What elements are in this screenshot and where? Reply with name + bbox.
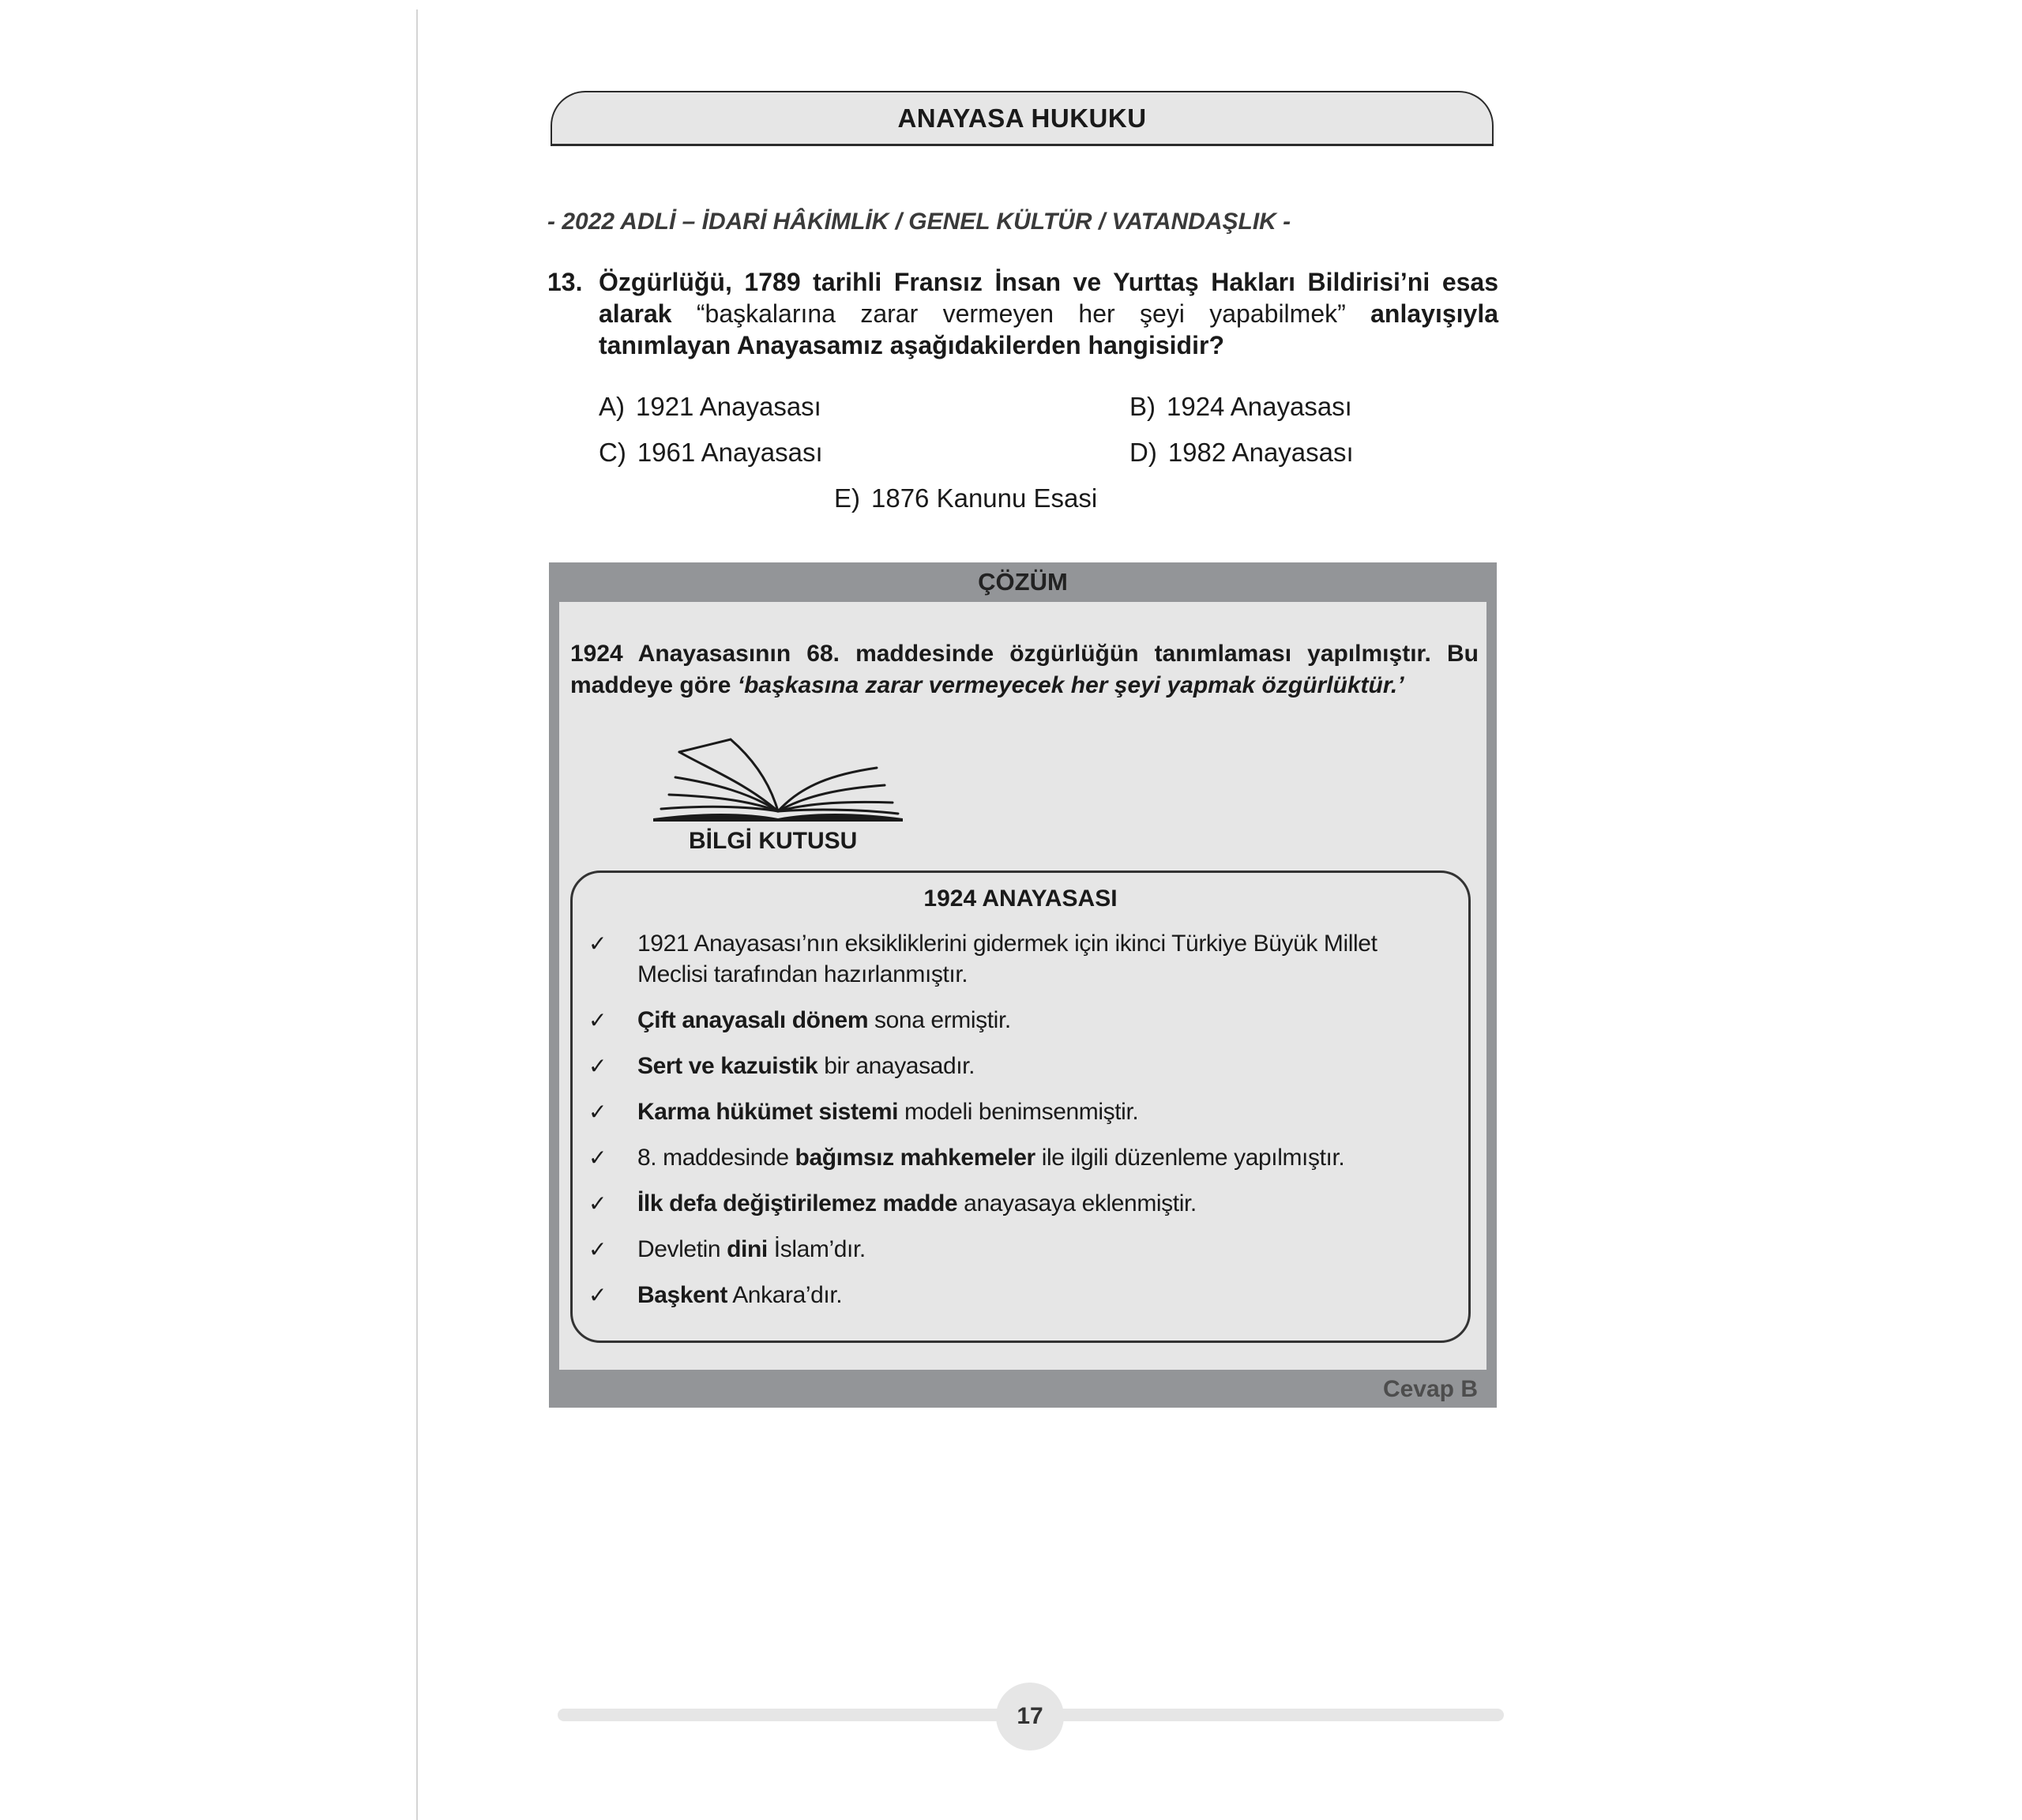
checkmark-icon: ✓: [588, 1191, 607, 1216]
question-text-quote: “başkalarına zarar vermeyen her şeyi yapabilmek”: [696, 299, 1346, 328]
item-text: 1921 Anayasası’nın eksikliklerini gidermek için ikinci Türkiye Büyük Millet Meclisi tarafından hazırlanmıştır.: [637, 931, 1377, 987]
item-bold: Çift anayasalı dönem: [637, 1007, 869, 1033]
list-item: [588, 1188, 1441, 1219]
checkmark-icon: ✓: [588, 1283, 607, 1307]
info-box-label: BİLGİ KUTUSU: [689, 828, 858, 854]
list-item: [588, 928, 1441, 990]
option-a[interactable]: [599, 391, 821, 423]
item-text: modeli benimsenmiştir.: [898, 1099, 1139, 1125]
item-text: ile ilgili düzenleme yapılmıştır.: [1035, 1145, 1345, 1171]
item-text: İslam’dır.: [767, 1236, 866, 1262]
option-b[interactable]: [1129, 391, 1352, 423]
question: [547, 266, 1498, 361]
option-text: 1982 Anayasası: [1167, 438, 1354, 467]
question-text: [599, 266, 1498, 361]
info-box: [570, 871, 1471, 1343]
item-text: Devletin: [637, 1236, 727, 1262]
list-item: [588, 1051, 1441, 1081]
option-text: 1961 Anayasası: [637, 438, 823, 467]
explanation-quote: ‘başkasına zarar vermeyecek her şeyi yapmak özgürlüktür.’: [737, 672, 1404, 698]
section-header: [551, 91, 1494, 146]
item-bold: dini: [727, 1236, 768, 1262]
solution-title: ÇÖZÜM: [978, 568, 1068, 596]
option-letter: D): [1129, 438, 1157, 467]
item-text: anayasaya eklenmiştir.: [957, 1190, 1197, 1216]
question-text-part1: Özgürlüğü, 1789 tarihli Fransız İnsan ve Yurttaş Hakları Bildirisi’ni esas alarak: [599, 268, 1498, 328]
open-book-icon: [652, 736, 904, 823]
info-box-title: 1924 ANAYASASI: [923, 886, 1118, 912]
item-bold: Sert ve kazuistik: [637, 1053, 818, 1079]
option-letter: B): [1129, 392, 1156, 421]
checkmark-icon: ✓: [588, 1008, 607, 1032]
exam-source: - 2022 ADLİ – İDARİ HÂKİMLİK / GENEL KÜLTÜR / VATANDAŞLIK -: [547, 209, 1291, 235]
list-item: [588, 1234, 1441, 1265]
solution-explanation: [570, 638, 1479, 701]
question-number: 13.: [547, 268, 583, 296]
info-list: [588, 928, 1441, 1326]
item-bold: Başkent: [637, 1282, 727, 1308]
solution-panel: [549, 562, 1497, 1408]
answer-label: Cevap B: [1382, 1376, 1478, 1402]
option-d[interactable]: [1129, 437, 1354, 468]
solution-body: [559, 602, 1486, 1370]
option-c[interactable]: [599, 437, 823, 468]
item-bold: Karma hükümet sistemi: [637, 1099, 899, 1125]
item-text: bir anayasadır.: [817, 1053, 975, 1079]
option-text: 1876 Kanunu Esasi: [871, 483, 1098, 513]
explanation-bold: 1924 Anayasasının 68. maddesinde özgürlüğün tanımlaması yapılmıştır. Bu maddeye göre: [570, 641, 1479, 698]
checkmark-icon: ✓: [588, 1054, 607, 1078]
section-title: ANAYASA HUKUKU: [897, 103, 1147, 133]
list-item: [588, 1280, 1441, 1310]
option-text: 1921 Anayasası: [636, 392, 821, 421]
page-number: 17: [996, 1683, 1064, 1750]
list-item: [588, 1005, 1441, 1036]
checkmark-icon: ✓: [588, 931, 607, 956]
list-item: [588, 1142, 1441, 1173]
option-text: 1924 Anayasası: [1167, 392, 1352, 421]
option-e[interactable]: [834, 483, 1097, 514]
item-text: 8. maddesinde: [637, 1145, 795, 1171]
option-letter: C): [599, 438, 626, 467]
option-letter: A): [599, 392, 625, 421]
item-text: Ankara’dır.: [727, 1282, 843, 1308]
item-bold: İlk defa değiştirilemez madde: [637, 1190, 958, 1216]
page-margin-line: [416, 9, 418, 1820]
checkmark-icon: ✓: [588, 1237, 607, 1262]
option-letter: E): [834, 483, 860, 513]
item-text: sona ermiştir.: [868, 1007, 1011, 1033]
item-bold: bağımsız mahkemeler: [795, 1145, 1035, 1171]
list-item: [588, 1096, 1441, 1127]
checkmark-icon: ✓: [588, 1100, 607, 1124]
checkmark-icon: ✓: [588, 1145, 607, 1170]
question-text-part3: anlayışıyla tanımlayan Anayasamız aşağıdakilerden hangisidir?: [599, 299, 1498, 359]
